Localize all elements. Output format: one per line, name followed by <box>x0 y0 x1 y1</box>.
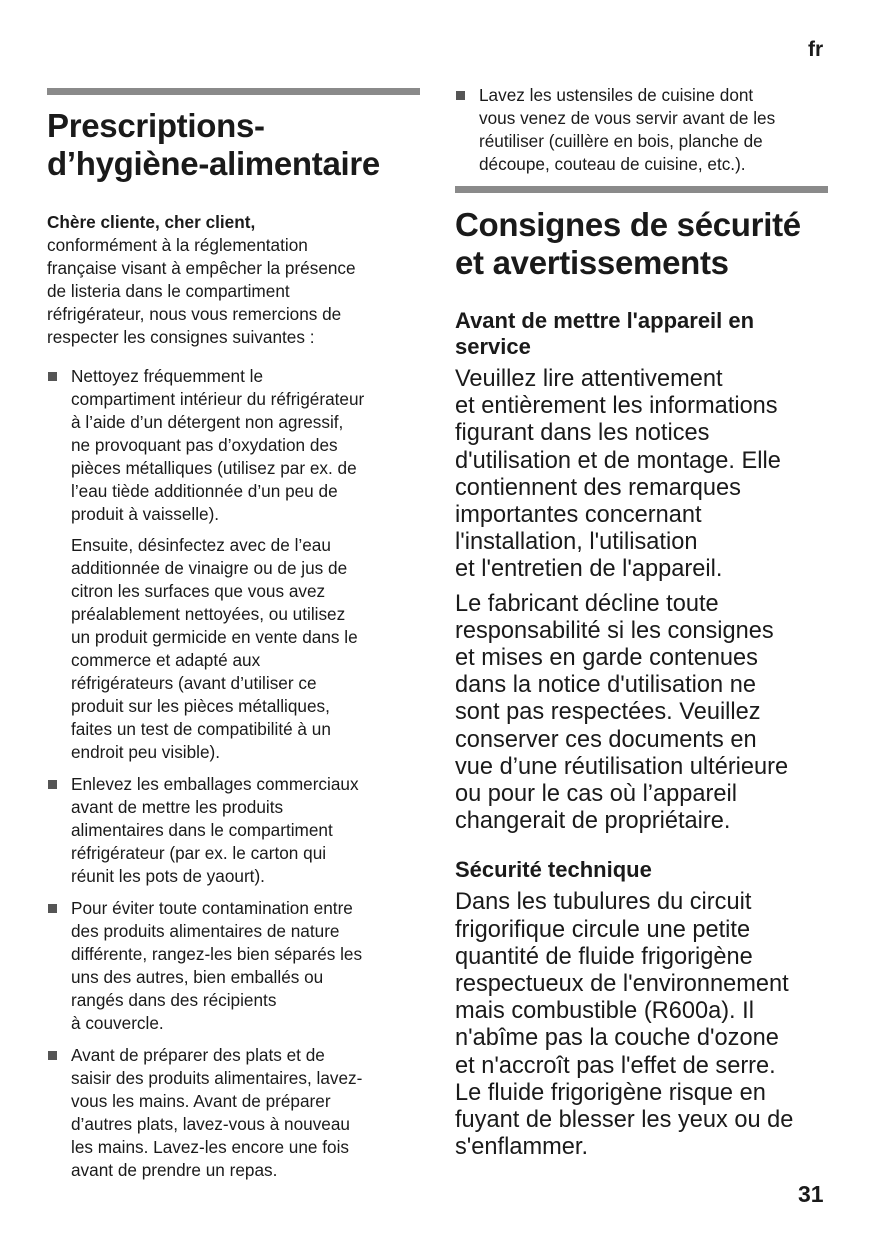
bullet-square-icon <box>48 1051 57 1060</box>
bullet-square-icon <box>48 780 57 789</box>
list-item <box>47 773 420 888</box>
list-item <box>47 365 420 764</box>
salutation: Chère cliente, cher client, <box>47 212 256 232</box>
paragraph: Le fabricant décline toute responsabilité si les consignes et mises en garde contenues dans la notice d'utilisation ne sont pas respectées. Veuillez conserver ces documents en vue d’une réutilisation ultérieure ou pour le cas où l’appareil changerait de propriétaire. <box>455 590 789 835</box>
list-item-extra-text: Ensuite, désinfectez avec de l’eau additionnée de vinaigre ou de jus de citron les surfaces que vous avez préalablement nettoyées, ou utilisez un produit germicide en vente dans le commerce et adapté aux réfrigérateurs (avant d’utiliser ce produit sur les pièces métalliques, faites un test de compatibilité à un endroit peu visible). <box>71 535 358 762</box>
list-item <box>47 1044 420 1182</box>
section-heading-technical-safety: Sécurité technique <box>455 857 652 883</box>
bullet-square-icon <box>456 91 465 100</box>
language-tag: fr <box>808 38 824 61</box>
section-rule <box>455 186 828 193</box>
paragraph: Veuillez lire attentivement et entièrement les informations figurant dans les notices d'utilisation et de montage. Elle contiennent des remarques importantes concernant l'installation, l'utilisation et l'entretien de l'appareil. <box>455 366 781 583</box>
list-item <box>47 897 420 1035</box>
bullet-square-icon <box>48 904 57 913</box>
left-column <box>47 88 420 1182</box>
list-item-text: Nettoyez fréquemment le compartiment intérieur du réfrigérateur à l’aide d’un détergent non agressif, ne provoquant pas d’oxydation des pièces métalliques (utilisez par ex. de l’eau tiède additionnée d’un peu de produit à vaisselle). <box>71 366 365 524</box>
list-item-text: Enlevez les emballages commerciaux avant de mettre les produits alimentaires dans le compartiment réfrigérateur (par ex. le carton qui réunit les pots de yaourt). <box>71 774 359 886</box>
list-item-text: Lavez les ustensiles de cuisine dont vous venez de vous servir avant de les réutiliser (cuillère en bois, planche de découpe, couteau de cuisine, etc.). <box>479 85 776 174</box>
page-number: 31 <box>798 1181 824 1207</box>
right-column <box>455 84 828 1161</box>
hygiene-title: Prescriptions- d’hygiène-alimentaire <box>47 107 380 182</box>
list-item-text: Pour éviter toute contamination entre des produits alimentaires de nature différente, rangez-les bien séparés les uns des autres, bien emballés ou rangés dans des récipients à couvercle. <box>71 898 363 1033</box>
intro-paragraph: conformément à la réglementation française visant à empêcher la présence de listeria dans le compartiment réfrigérateur, nous vous remercions de respecter les consignes suivantes : <box>47 235 356 347</box>
list-item <box>455 84 828 176</box>
list-item-text: Avant de préparer des plats et de saisir des produits alimentaires, lavez- vous les mains. Avant de préparer d’autres plats, lavez-vous à nouveau les mains. Lavez-les encore une fois avant de prendre un repas. <box>71 1045 363 1180</box>
safety-title: Consignes de sécurité et avertissements <box>455 206 801 281</box>
paragraph: Dans les tubulures du circuit frigorifique circule une petite quantité de fluide frigorigène respectueux de l'environnement mais combustible (R600a). Il n'abîme pas la couche d'ozone et n'accroît pas l'effet de serre. Le fluide frigorigène risque en fuyant de blesser les yeux ou de s'enflammer. <box>455 889 794 1161</box>
section-rule <box>47 88 420 95</box>
bullet-square-icon <box>48 372 57 381</box>
section-heading-before-use: Avant de mettre l'appareil en service <box>455 308 755 359</box>
